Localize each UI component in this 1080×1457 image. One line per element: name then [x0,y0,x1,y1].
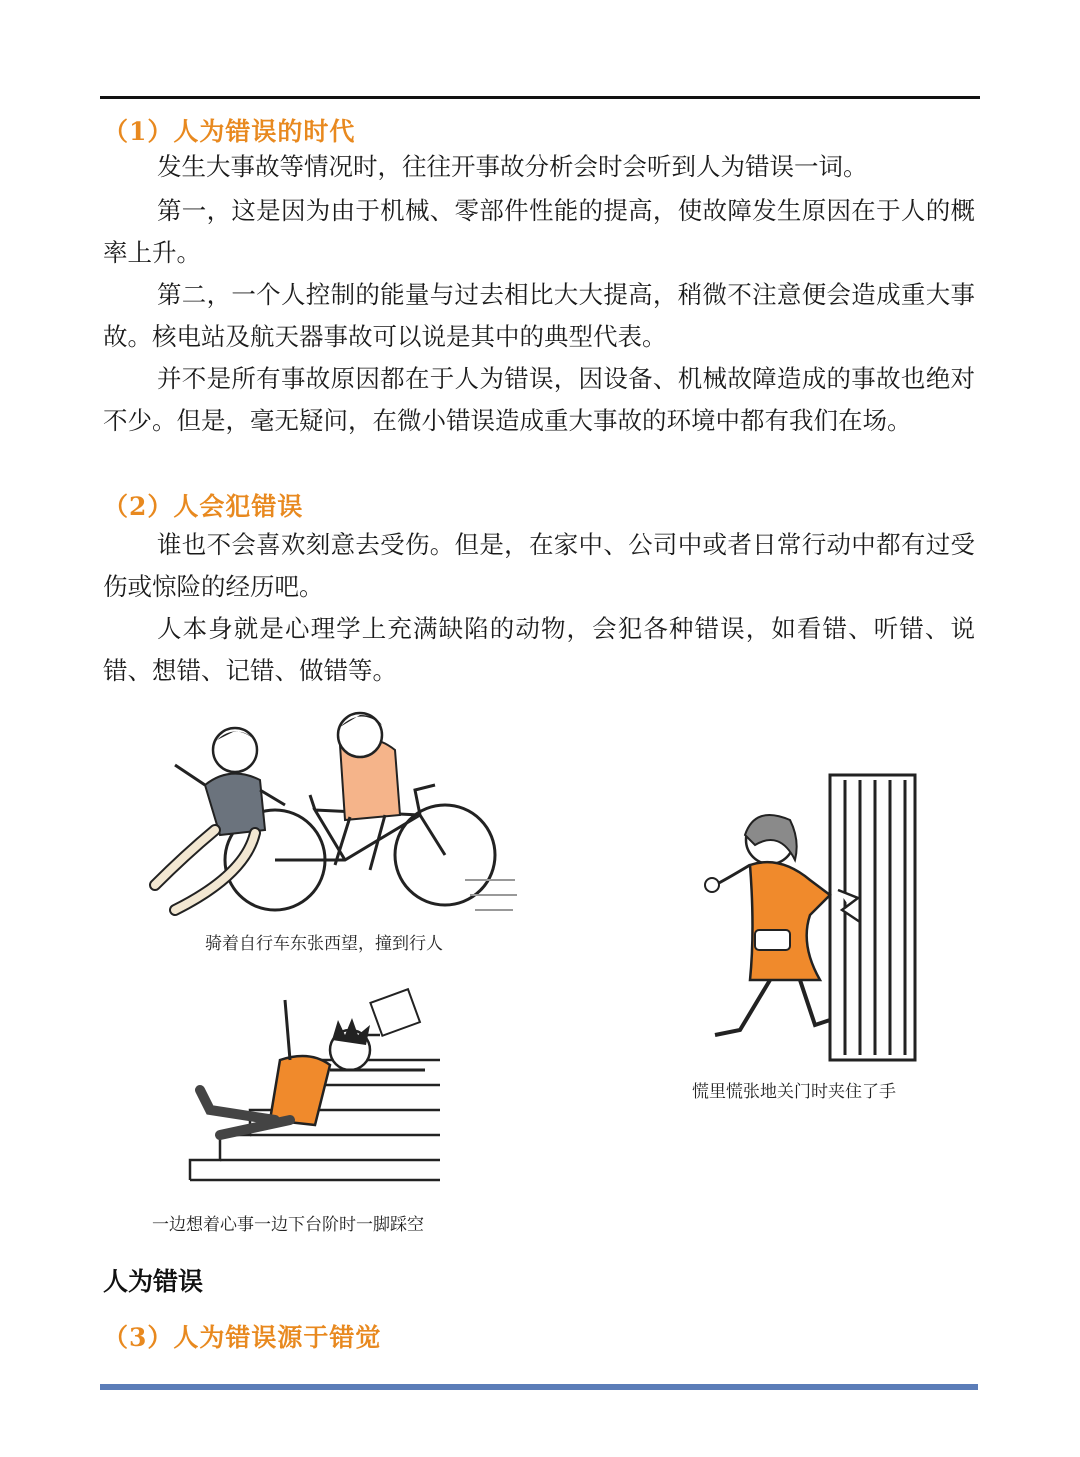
bicycle-caption: 骑着自行车东张西望，撞到行人 [205,934,443,954]
section1-paragraph-4: 并不是所有事故原因都在于人为错误，因设备、机械故障造成的事故也绝对不少。但是，毫无疑问，在微小错误造成重大事故的环境中都有我们在场。 [103,364,975,435]
subtitle: 人为错误 [103,1267,204,1296]
bicycle-collision-illustration [135,705,520,925]
top-rule [100,96,980,99]
section2-paragraph-1: 谁也不会喜欢刻意去受伤。但是，在家中、公司中或者日常行动中都有过受伤或惊险的经历吧。 [103,530,975,601]
bottom-rule [100,1384,978,1390]
door-caption: 慌里慌张地关门时夹住了手 [692,1082,896,1102]
door-pinch-illustration [700,770,930,1060]
stairs-fall-illustration [180,990,445,1200]
section1-paragraph-1: 发生大事故等情况时，往往开事故分析会时会听到人为错误一词。 [157,152,868,181]
section2-paragraph-2: 人本身就是心理学上充满缺陷的动物，会犯各种错误，如看错、听错、说错、想错、记错、做错等。 [103,614,975,685]
section1-paragraph-2: 第一，这是因为由于机械、零部件性能的提高，使故障发生原因在于人的概率上升。 [103,196,975,267]
section1-paragraph-3: 第二，一个人控制的能量与过去相比大大提高，稍微不注意便会造成重大事故。核电站及航天器事故可以说是其中的典型代表。 [103,280,975,351]
section1-heading: （1）人为错误的时代 [103,117,356,146]
section2-heading: （2）人会犯错误 [103,492,304,521]
stairs-caption: 一边想着心事一边下台阶时一脚踩空 [152,1215,424,1235]
section3-heading: （3）人为错误源于错觉 [103,1323,382,1352]
